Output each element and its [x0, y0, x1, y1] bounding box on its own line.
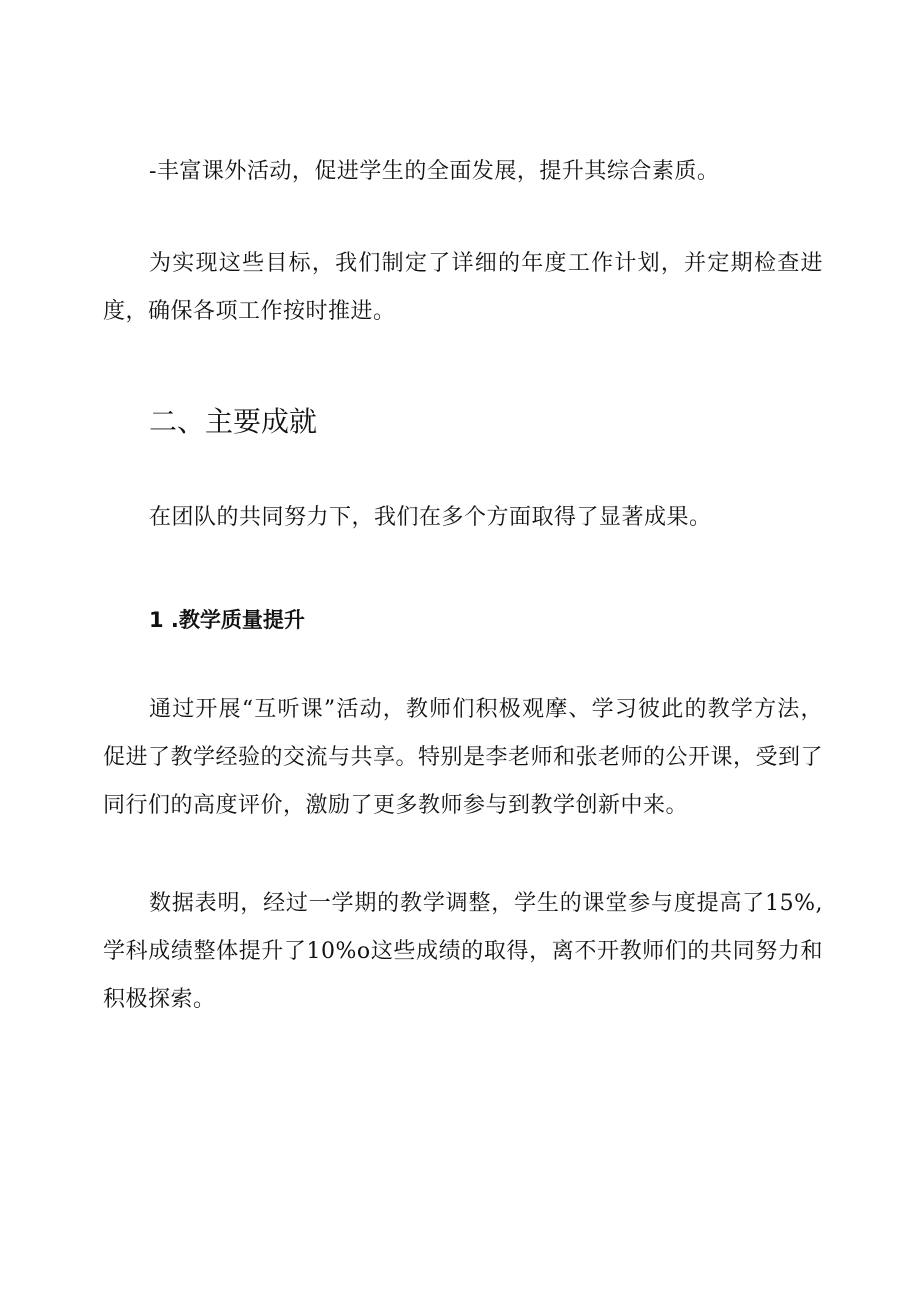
- goal-bullet-paragraph: -丰富课外活动，促进学生的全面发展，提升其综合素质。: [149, 159, 720, 184]
- achievements-intro-paragraph: 在团队的共同努力下，我们在多个方面取得了显著成果。: [149, 505, 712, 530]
- subsection-heading-teaching-quality: 1 .教学质量提升: [149, 608, 305, 632]
- section-heading-main-achievements: 二、主要成就: [149, 405, 318, 438]
- peer-lessons-paragraph: 通过开展“互听课”活动，教师们积极观摩、学习彼此的教学方法，促进了教学经验的交流与共享。特别是李老师和张老师的公开课，受到了同行们的高度评价，激励了更多教师参与到教学创新中来。: [103, 697, 824, 818]
- annual-plan-paragraph: 为实现这些目标，我们制定了详细的年度工作计划，并定期检查进度，确保各项工作按时推进。: [103, 251, 823, 324]
- data-results-paragraph: 数据表明，经过一学期的教学调整，学生的课堂参与度提高了15%,学科成绩整体提升了10%o这些成绩的取得，离不开教师们的共同努力和积极探索。: [103, 891, 823, 1012]
